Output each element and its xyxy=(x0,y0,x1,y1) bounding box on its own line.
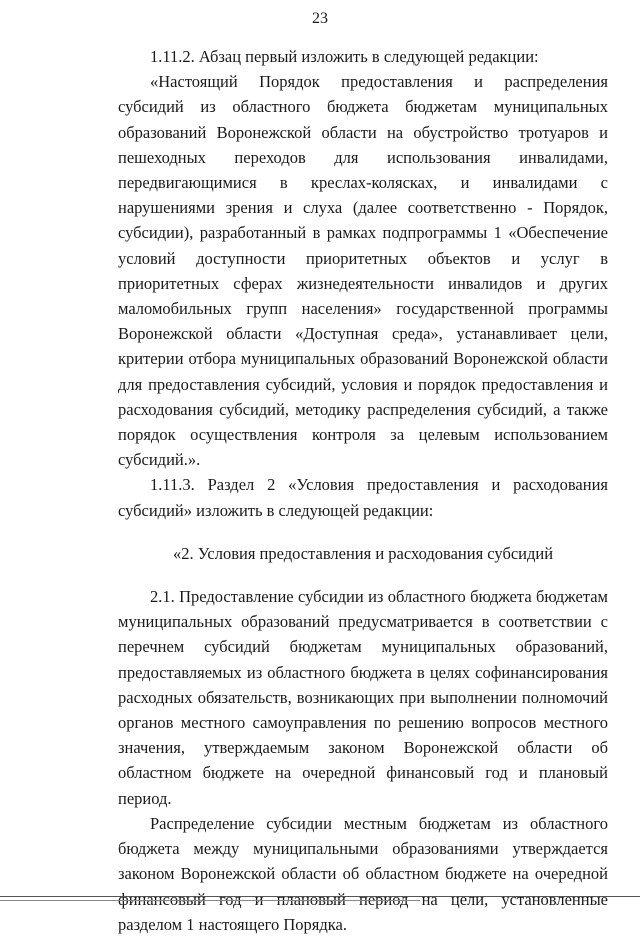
page-number: 23 xyxy=(312,10,328,27)
amendment-paragraph: 1.11.3. Раздел 2 «Условия предоставления и расходования субсидий» изложить в следующей редакции: xyxy=(118,475,608,520)
document-body xyxy=(118,44,608,937)
amendment-paragraph: 1.11.2. Абзац первый изложить в следующей редакции: xyxy=(150,47,539,66)
bottom-rule-short xyxy=(0,900,420,901)
section-paragraph: Распределение субсидии местным бюджетам из областного бюджета между муниципальными образованиями утверждается законом Воронежской области об областном бюджете на очередной финансовый год и плановый период на цели, установленные разделом 1 настоящего Порядка. xyxy=(118,813,608,934)
quoted-paragraph: «Настоящий Порядок предоставления и распределения субсидий из областного бюджета бюджетам муниципальных образований Воронежской области на обустройство тротуаров и пешеходных переходов для использования инвалидами, передвигающимися в креслах-колясках, и инвалидами с нарушениями зрения и слуха (далее соответственно - Порядок, субсидии), разработанный в рамках подпрограммы 1 «Обеспечение условий доступности приоритетных объектов и услуг в приоритетных сферах жизнедеятельности инвалидов и других маломобильных групп населения» государственной программы Воронежской области «Доступная среда», устанавливает цели, критерии отбора муниципальных образований Воронежской области для предоставления субсидий, условия и порядок предоставления и расходования субсидий, методику распределения субсидий, а также порядок осуществления контроля за целевым использованием субсидий.». xyxy=(118,72,608,470)
bottom-rule xyxy=(0,896,640,897)
section-paragraph: 2.1. Предоставление субсидии из областного бюджета бюджетам муниципальных образований предусматривается в соответствии с перечнем субсидий бюджетам муниципальных образований, предоставляемых из областного бюджета в целях софинансирования расходных обязательств, возникающих при выполнении полномочий органов местного самоуправления по решению вопросов местного значения, утверждаемым законом Воронежской области об областном бюджете на очередной финансовый год и плановый период. xyxy=(118,587,608,808)
section-heading: «2. Условия предоставления и расходования субсидий xyxy=(172,543,554,563)
